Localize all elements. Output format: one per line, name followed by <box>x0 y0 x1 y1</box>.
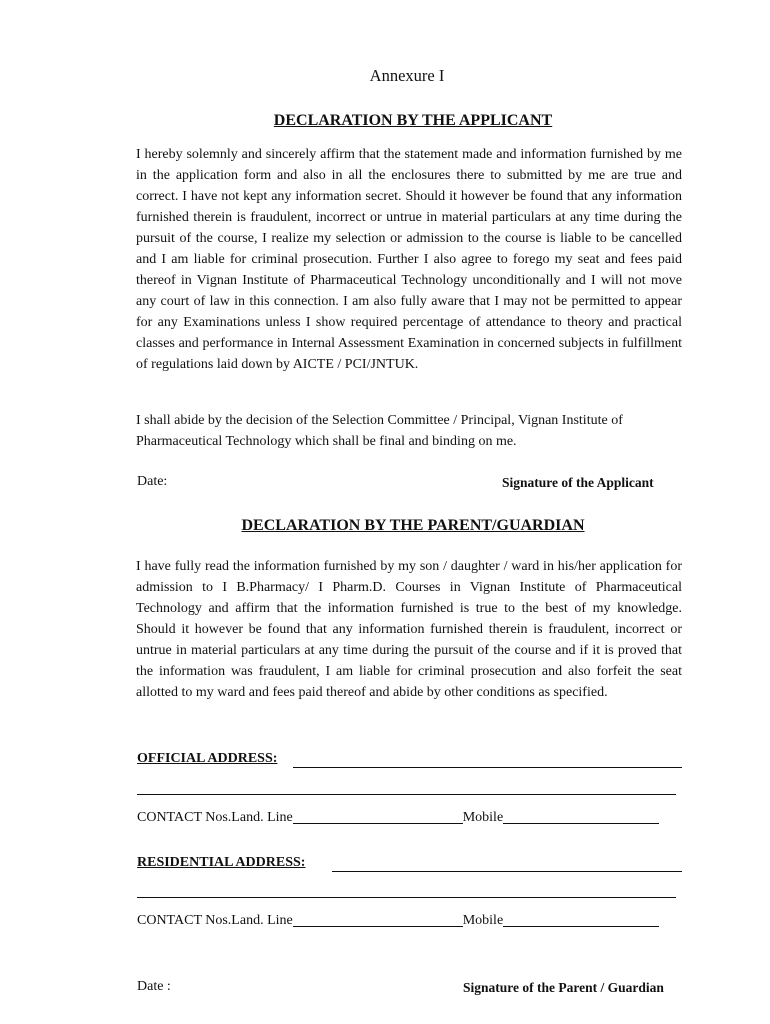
parent-date-label: Date : <box>137 979 171 994</box>
applicant-declaration-text: I hereby solemnly and sincerely affirm that the statement made and information furnished by me in the application form and also in all the enclosures there to submitted by me are true and correct. I have not kept any information secret. Should it however be found that any information furnished therein is fraudulent, incorrect or untrue in material particulars at any time during the pursuit of the course, I realize my selection or admission to the course is liable to be cancelled and I am liable for criminal prosecution. Further I also agree to forego my seat and fees paid thereof in Vignan Institute of Pharmaceutical Technology unconditionally and I will not move any court of law in this connection. I am also fully aware that I may not be permitted to appear for any Examinations unless I show required percentage of attendance to theory and practical classes and performance in Internal Assessment Examination in concerned subjects in fulfillment of regulations laid down by AICTE / PCI/JNTUK. <box>136 147 682 372</box>
parent-declaration-heading: DECLARATION BY THE PARENT/GUARDIAN <box>241 517 585 534</box>
residential-landline-field[interactable] <box>293 912 463 927</box>
residential-mobile-field[interactable] <box>503 912 659 927</box>
official-address-label: OFFICIAL ADDRESS: <box>137 751 278 766</box>
residential-address-line-2[interactable] <box>137 897 676 898</box>
official-landline-label: Land. Line <box>231 810 293 825</box>
residential-address-label: RESIDENTIAL ADDRESS: <box>137 855 306 870</box>
parent-signature-label: Signature of the Parent / Guardian <box>463 980 664 995</box>
applicant-signature-label: Signature of the Applicant <box>502 475 654 490</box>
residential-address-line-1[interactable] <box>332 871 682 872</box>
official-contact-row <box>137 809 659 826</box>
residential-contact-row <box>137 912 659 929</box>
applicant-abide-text: I shall abide by the decision of the Selection Committee / Principal, Vignan Institute of Pharmaceutical Technology which shall be final and binding on me. <box>136 413 623 449</box>
official-address-line-1[interactable] <box>293 767 682 768</box>
residential-landline-label: Land. Line <box>231 913 293 928</box>
parent-declaration-text: I have fully read the information furnished by my son / daughter / ward in his/her application for admission to I B.Pharmacy/ I Pharm.D. Courses in Vignan Institute of Pharmaceutical Technology and affirm that the information furnished is true to the best of my knowledge. Should it however be found that any information furnished therein is fraudulent, incorrect or untrue in material particulars at any time during the pursuit of the course and if it is proved that the information was fraudulent, I am liable for criminal prosecution and also forfeit the seat allotted to my ward and fees paid thereof and abide by other conditions as specified. <box>136 559 682 700</box>
official-address-line-2[interactable] <box>137 794 676 795</box>
official-mobile-field[interactable] <box>503 809 659 824</box>
residential-mobile-label: Mobile <box>462 913 504 928</box>
applicant-date-label: Date: <box>137 474 168 489</box>
applicant-declaration-heading: DECLARATION BY THE APPLICANT <box>273 112 553 129</box>
official-mobile-label: Mobile <box>462 810 504 825</box>
official-landline-field[interactable] <box>293 809 463 824</box>
residential-contact-label: CONTACT Nos. <box>137 913 232 928</box>
annexure-title: Annexure I <box>369 66 445 85</box>
official-contact-label: CONTACT Nos. <box>137 810 232 825</box>
